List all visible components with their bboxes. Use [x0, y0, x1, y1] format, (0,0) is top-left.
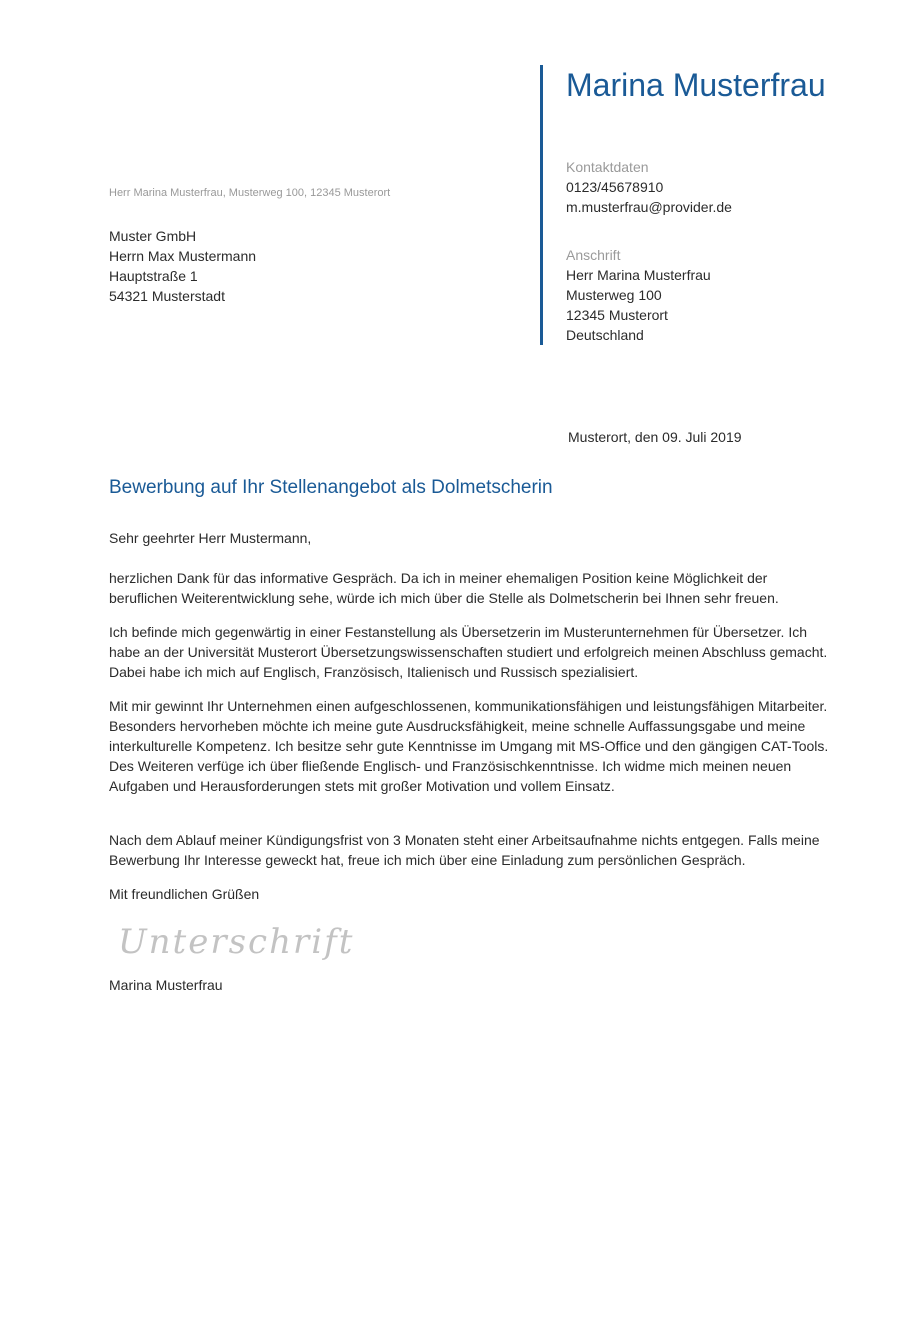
address-line: Musterweg 100: [566, 287, 662, 303]
contact-phone: 0123/45678910: [566, 179, 664, 195]
paragraph-text: Nach dem Ablauf meiner Kündigungsfrist von 3 Monaten steht einer Arbeitsaufnahme nichts entgegen. Falls meine Bewerbung Ihr Interesse geweckt hat, freue ich mich über eine Einladung zum persönlichen Gespräch.: [109, 832, 820, 868]
signer-name: Marina Musterfrau: [109, 977, 223, 993]
body-paragraph: [109, 696, 829, 796]
paragraph-text: Ich befinde mich gegenwärtig in einer Festanstellung als Übersetzerin im Musterunternehmen für Übersetzer. Ich habe an der Universität Musterort Übersetzungswissenschaften studiert und erfolgreich meinen Abschluss gemacht. Dabei habe ich mich auf Englisch, Französisch, Italienisch und Russisch spezialisiert.: [109, 624, 828, 680]
address-label: Anschrift: [566, 247, 621, 263]
address-block: [566, 245, 711, 345]
signature-image: Unterschrift: [118, 922, 355, 962]
recipient-block: [109, 226, 256, 306]
paragraph-text: herzlichen Dank für das informative Gespräch. Da ich in meiner ehemaligen Position keine Möglichkeit der beruflichen Weiterentwicklung sehe, würde ich mich über die Stelle als Dolmetscherin bei Ihnen sehr freuen.: [109, 570, 779, 606]
applicant-name: Marina Musterfrau: [566, 67, 826, 103]
closing: Mit freundlichen Grüßen: [109, 886, 260, 902]
contact-block: [566, 157, 732, 217]
header-divider: [540, 65, 543, 345]
contact-email: m.musterfrau@provider.de: [566, 199, 732, 215]
address-line: 12345 Musterort: [566, 307, 668, 323]
letter-date: Musterort, den 09. Juli 2019: [568, 429, 742, 445]
sender-return-line: Herr Marina Musterfrau, Musterweg 100, 12345 Musterort: [109, 187, 391, 199]
address-line: Deutschland: [566, 327, 644, 343]
recipient-line: Herrn Max Mustermann: [109, 248, 257, 264]
recipient-line: Hauptstraße 1: [109, 268, 198, 284]
salutation: Sehr geehrter Herr Mustermann,: [109, 530, 312, 546]
body-paragraph: [109, 622, 829, 682]
address-line: Herr Marina Musterfrau: [566, 267, 711, 283]
body-paragraph: [109, 830, 829, 870]
letter-subject: Bewerbung auf Ihr Stellenangebot als Dolmetscherin: [109, 477, 553, 498]
recipient-line: 54321 Musterstadt: [109, 288, 225, 304]
paragraph-text: Mit mir gewinnt Ihr Unternehmen einen aufgeschlossenen, kommunikationsfähigen und leistungsfähigen Mitarbeiter. Besonders hervorheben möchte ich meine gute Ausdrucksfähigkeit, meine schnelle Auffassungsgabe und meine interkulturelle Kompetenz. Ich besitze sehr gute Kenntnisse im Umgang mit MS-Office und den gängigen CAT-Tools. Des Weiteren verfüge ich über fließende Englisch- und Französischkenntnisse. Ich widme mich meinen neuen Aufgaben und Herausforderungen stets mit großer Motivation und vollem Einsatz.: [109, 698, 829, 794]
recipient-line: Muster GmbH: [109, 228, 197, 244]
contact-label: Kontaktdaten: [566, 159, 649, 175]
body-paragraph: [109, 568, 829, 608]
